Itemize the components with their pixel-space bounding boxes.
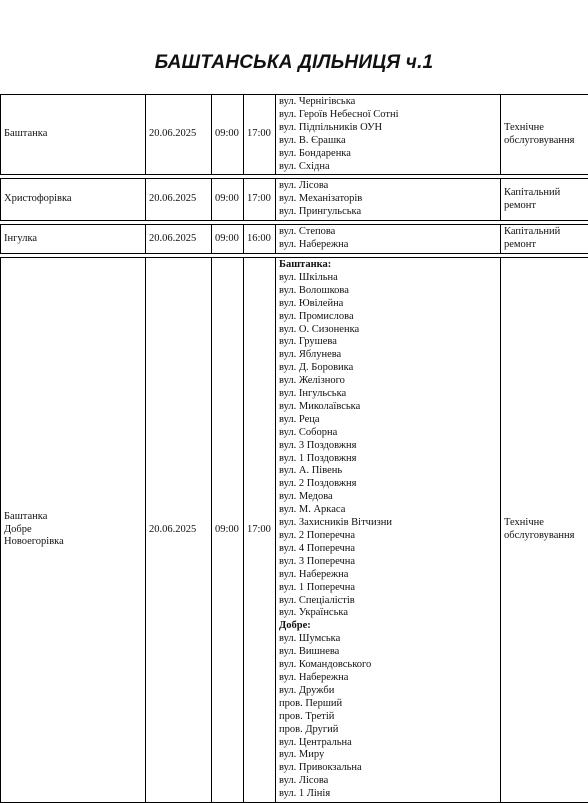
date-cell: 20.06.2025 — [146, 179, 212, 221]
locality-cell — [1, 179, 146, 221]
street-item: вул. Захисників Вітчизни — [279, 517, 497, 530]
street-item: вул. 2 Поперечна — [279, 530, 497, 543]
street-item: вул. 1 Поперечна — [279, 582, 497, 595]
street-item: вул. Промислова — [279, 311, 497, 324]
settlement-heading: Добре: — [279, 620, 497, 633]
street-item: вул. Вишнева — [279, 646, 497, 659]
end-time-cell: 17:00 — [244, 95, 276, 175]
locality-name: Новоегорівка — [4, 536, 142, 549]
street-item: вул. Героїв Небесної Сотні — [279, 109, 497, 122]
street-item: вул. Східна — [279, 161, 497, 174]
table-row — [1, 179, 588, 221]
streets-cell — [276, 257, 501, 802]
street-item: вул. Інгульська — [279, 388, 497, 401]
locality-name: Христофорівка — [4, 193, 142, 206]
work-type-cell: Капітальний ремонт — [501, 225, 588, 254]
date-cell: 20.06.2025 — [146, 95, 212, 175]
street-item: вул. Медова — [279, 491, 497, 504]
work-type-cell: Технічне обслуговування — [501, 257, 588, 802]
street-item: пров. Перший — [279, 698, 497, 711]
street-item: вул. Набережна — [279, 672, 497, 685]
street-item: вул. Підпільників ОУН — [279, 122, 497, 135]
locality-name: Баштанка — [4, 511, 142, 524]
streets-cell — [276, 179, 501, 221]
street-item: вул. Соборна — [279, 427, 497, 440]
start-time-cell: 09:00 — [212, 95, 244, 175]
table-row — [1, 95, 588, 175]
street-item: вул. Волошкова — [279, 285, 497, 298]
work-type-cell: Технічне обслуговування — [501, 95, 588, 175]
outage-schedule-table — [0, 94, 588, 803]
page-title: БАШТАНСЬКА ДІЛЬНИЦЯ ч.1 — [0, 52, 588, 74]
street-item: вул. Дружби — [279, 685, 497, 698]
street-item: вул. 1 Поздовжня — [279, 453, 497, 466]
street-item: вул. Яблунева — [279, 349, 497, 362]
locality-cell — [1, 95, 146, 175]
street-item: пров. Другий — [279, 724, 497, 737]
end-time-cell: 16:00 — [244, 225, 276, 254]
street-item: вул. 3 Поздовжня — [279, 440, 497, 453]
street-item: вул. Бондаренка — [279, 148, 497, 161]
street-item: вул. Спеціалістів — [279, 595, 497, 608]
street-item: вул. Центральна — [279, 737, 497, 750]
street-item: вул. Миру — [279, 749, 497, 762]
street-item: вул. Грушева — [279, 336, 497, 349]
locality-cell — [1, 257, 146, 802]
street-item: вул. Д. Боровика — [279, 362, 497, 375]
street-item: вул. 2 Поздовжня — [279, 478, 497, 491]
street-item: вул. Шумська — [279, 633, 497, 646]
locality-name: Добре — [4, 524, 142, 537]
street-item: вул. А. Півень — [279, 465, 497, 478]
start-time-cell: 09:00 — [212, 257, 244, 802]
street-item: вул. Степова — [279, 226, 497, 239]
locality-cell — [1, 225, 146, 254]
work-type-cell: Капітальний ремонт — [501, 179, 588, 221]
locality-name: Інгулка — [4, 233, 142, 246]
street-item: вул. 3 Поперечна — [279, 556, 497, 569]
street-item: вул. Лісова — [279, 180, 497, 193]
table-row — [1, 257, 588, 802]
street-item: пров. Третій — [279, 711, 497, 724]
streets-cell — [276, 95, 501, 175]
street-item: вул. Желізного — [279, 375, 497, 388]
street-item: вул. Чернігівська — [279, 96, 497, 109]
street-item: вул. В. Єрашка — [279, 135, 497, 148]
end-time-cell: 17:00 — [244, 257, 276, 802]
street-item: вул. Командовського — [279, 659, 497, 672]
street-item: вул. М. Аркаса — [279, 504, 497, 517]
street-item: вул. Набережна — [279, 239, 497, 252]
date-cell: 20.06.2025 — [146, 257, 212, 802]
street-item: вул. Ювілейна — [279, 298, 497, 311]
street-item: вул. Реца — [279, 414, 497, 427]
street-item: вул. Механізаторів — [279, 193, 497, 206]
date-cell: 20.06.2025 — [146, 225, 212, 254]
start-time-cell: 09:00 — [212, 179, 244, 221]
street-item: вул. 1 Лінія — [279, 788, 497, 801]
streets-cell — [276, 225, 501, 254]
locality-name: Баштанка — [4, 128, 142, 141]
street-item: вул. Шкільна — [279, 272, 497, 285]
start-time-cell: 09:00 — [212, 225, 244, 254]
street-item: вул. Набережна — [279, 569, 497, 582]
street-item: вул. Миколаївська — [279, 401, 497, 414]
street-item: вул. Українська — [279, 607, 497, 620]
street-item: вул. Привокзальна — [279, 762, 497, 775]
street-item: вул. 4 Поперечна — [279, 543, 497, 556]
street-item: вул. Прингульська — [279, 206, 497, 219]
street-item: вул. Лісова — [279, 775, 497, 788]
settlement-heading: Баштанка: — [279, 259, 497, 272]
end-time-cell: 17:00 — [244, 179, 276, 221]
table-row — [1, 225, 588, 254]
street-item: вул. О. Сизоненка — [279, 324, 497, 337]
